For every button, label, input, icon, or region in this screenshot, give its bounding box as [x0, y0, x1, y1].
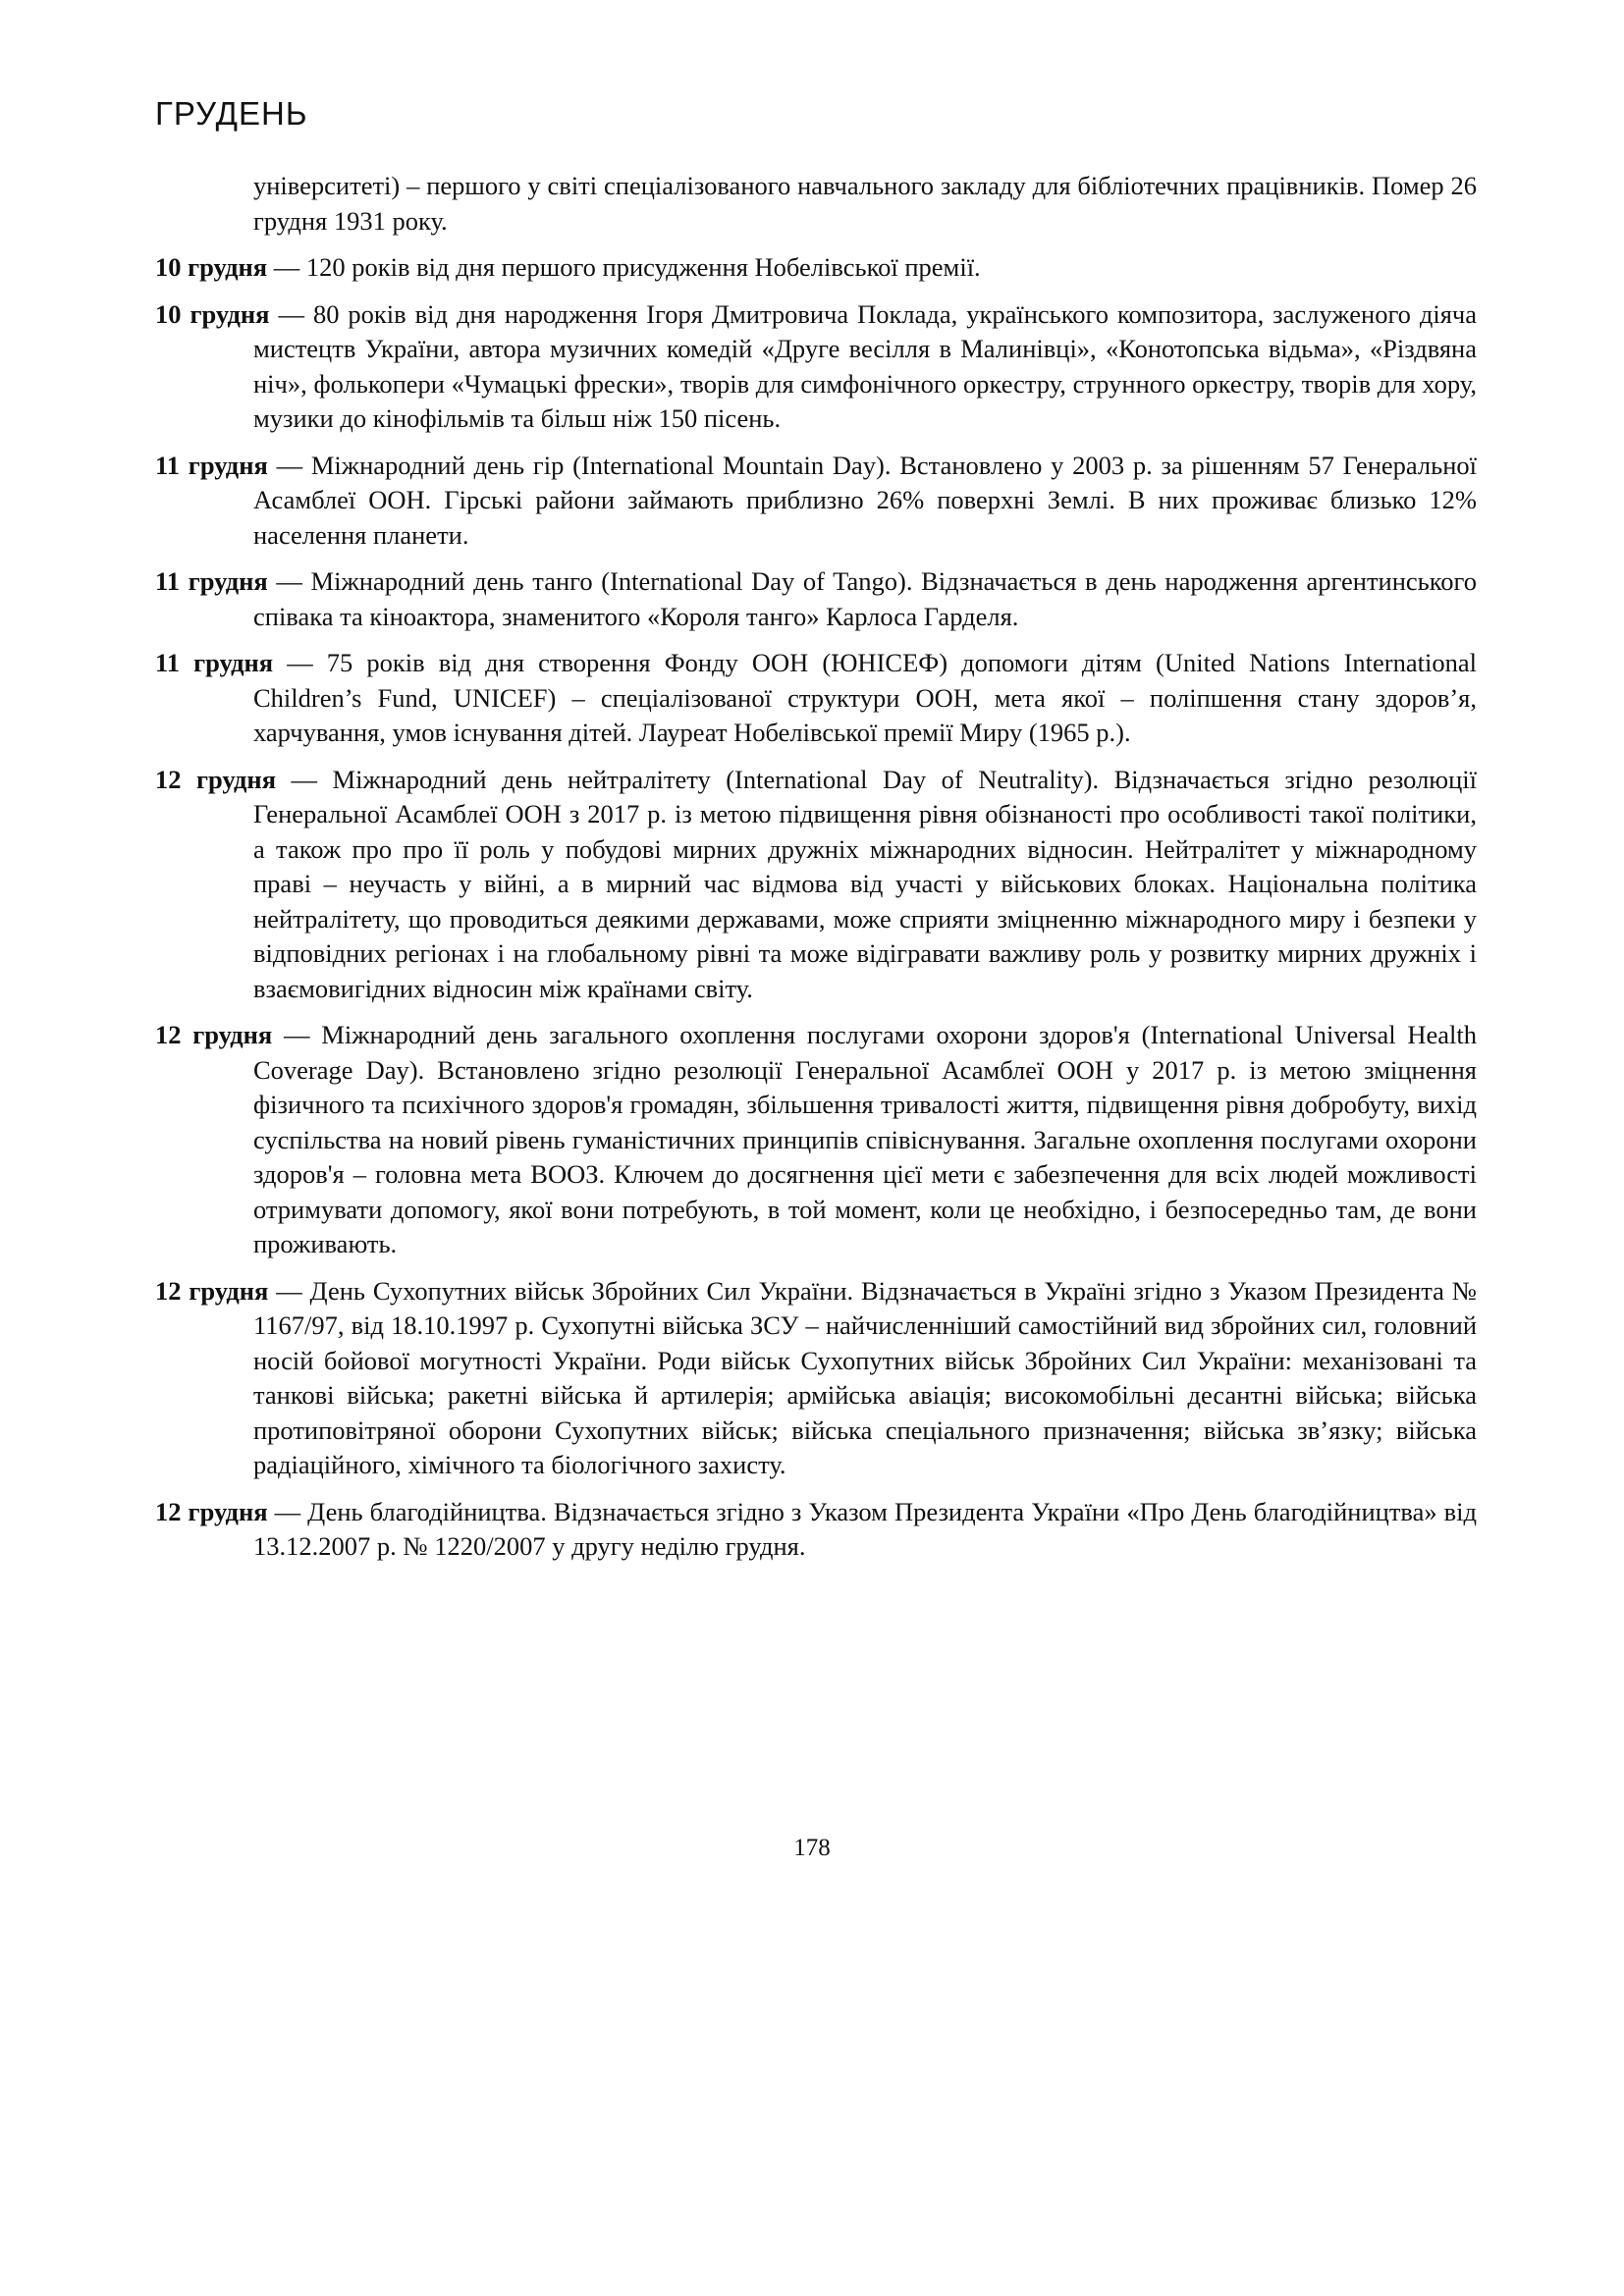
entry-text: — День Сухопутних військ Збройних Сил України. Відзначається в Україні згідно з Указом Президента № 1167/97, від 18.10.1997 р. Сухопутні війська ЗСУ – найчисленніший самостійний вид збройних сил, головний носій бойової могутності України. Роди військ Сухопутних військ Збройних Сил України: механізовані та танкові війська; ракетні війська й артилерія; армійська авіація; високомобільні десантні війська; війська протиповітряної оборони Сухопутних військ; війська спеціального призначення; війська зв’язку; війська радіаційного, хімічного та біологічного захисту.	[253, 1275, 1477, 1479]
entry-date: 11 грудня	[155, 648, 274, 677]
calendar-entry	[155, 297, 1477, 437]
entry-date: 12 грудня	[155, 1496, 268, 1526]
entry-text: — Міжнародний день гір (International Mountain Day). Встановлено у 2003 р. за рішенням 57 Генеральної Асамблеї ООН. Гірські райони займають приблизно 26% поверхні Землі. В них проживає близько 12% населення планети.	[253, 450, 1477, 550]
entry-text: — 80 років від дня народження Ігоря Дмитровича Поклада, українського композитора, заслуженого діяча мистецтв України, автора музичних комедій «Друге весілля в Малинівці», «Конотопська відьма», «Різдвяна ніч», фолькопери «Чумацькі фрески», творів для симфонічного оркестру, струнного оркестру, творів для хору, музики до кінофільмів та більш ніж 150 пісень.	[253, 298, 1477, 433]
entry-date: 11 грудня	[155, 566, 268, 596]
calendar-entry	[155, 564, 1477, 634]
calendar-entry	[155, 1018, 1477, 1262]
entry-date: 10 грудня	[155, 298, 270, 329]
entry-text: — Міжнародний день танго (International Day of Tango). Відзначається в день народження аргентинського співака та кіноактора, знаменитого «Короля танго» Карлоса Гарделя.	[253, 566, 1477, 631]
calendar-entry	[155, 250, 1477, 286]
calendar-entry	[155, 449, 1477, 554]
entry-text: — Міжнародний день нейтралітету (International Day of Neutrality). Відзначається згідно резолюції Генеральної Асамблеї ООН з 2017 р. із метою підвищення рівня обізнаності про особливості такої політики, а також про про її роль у побудові мирних дружніх міжнародних відносин. Нейтралітет у міжнародному праві – неучасть у війні, а в мирний час відмова від участі у військових блоках. Національна політика нейтралітету, що проводиться деякими державами, може сприяти зміцненню міжнародного миру і безпеки у відповідних регіонах і на глобальному рівні та може відігравати важливу роль у розвитку мирних дружніх і взаємовигідних відносин між країнами світу.	[253, 764, 1478, 1003]
entry-date: 10 грудня	[155, 252, 268, 282]
entry-text: — 120 років від дня першого присудження Нобелівської премії.	[267, 252, 981, 282]
calendar-entry	[155, 763, 1477, 1007]
calendar-entry	[155, 1495, 1477, 1565]
entry-date: 12 грудня	[155, 1020, 273, 1049]
entry-text: — День благодійництва. Відзначається згідно з Указом Президента України «Про День благодійництва» від 13.12.2007 р. № 1220/2007 у другу неділю грудня.	[253, 1496, 1478, 1561]
entry-date: 12 грудня	[155, 1275, 269, 1306]
calendar-entry	[155, 1274, 1477, 1483]
entry-text: — Міжнародний день загального охоплення послугами охорони здоров'я (International Universal Health Coverage Day). Встановлено згідно резолюції Генеральної Асамблеї ООН у 2017 р. із метою зміцнення фізичного та психічного здоров'я громадян, збільшення тривалості життя, підвищення рівня добробуту, вихід суспільства на новий рівень гуманістичних принципів співіснування. Загальне охоплення послугами охорони здоров'я – головна мета ВООЗ. Ключем до досягнення цієї мети є забезпечення для всіх людей можливості отримувати допомогу, якої вони потребують, в той момент, коли це необхідно, і безпосередньо там, де вони проживають.	[253, 1020, 1477, 1258]
calendar-entries	[155, 169, 1477, 1576]
entry-text: — 75 років від дня створення Фонду ООН (ЮНІСЕФ) допомоги дітям (United Nations International Children’s Fund, UNICEF) – спеціалізованої структури ООН, мета якої – поліпшення стану здоров’я, харчування, умов існування дітей. Лауреат Нобелівської премії Миру (1965 р.).	[253, 648, 1477, 747]
continuation-paragraph: університеті) – першого у світі спеціалізованого навчального закладу для бібліотечних працівників. Помер 26 грудня 1931 року.	[253, 171, 1477, 236]
calendar-entry	[155, 646, 1477, 751]
page-header-title: ГРУДЕНЬ	[155, 95, 308, 132]
entry-date: 12 грудня	[155, 764, 277, 794]
page-number: 178	[793, 1835, 831, 1861]
entry-date: 11 грудня	[155, 450, 268, 480]
